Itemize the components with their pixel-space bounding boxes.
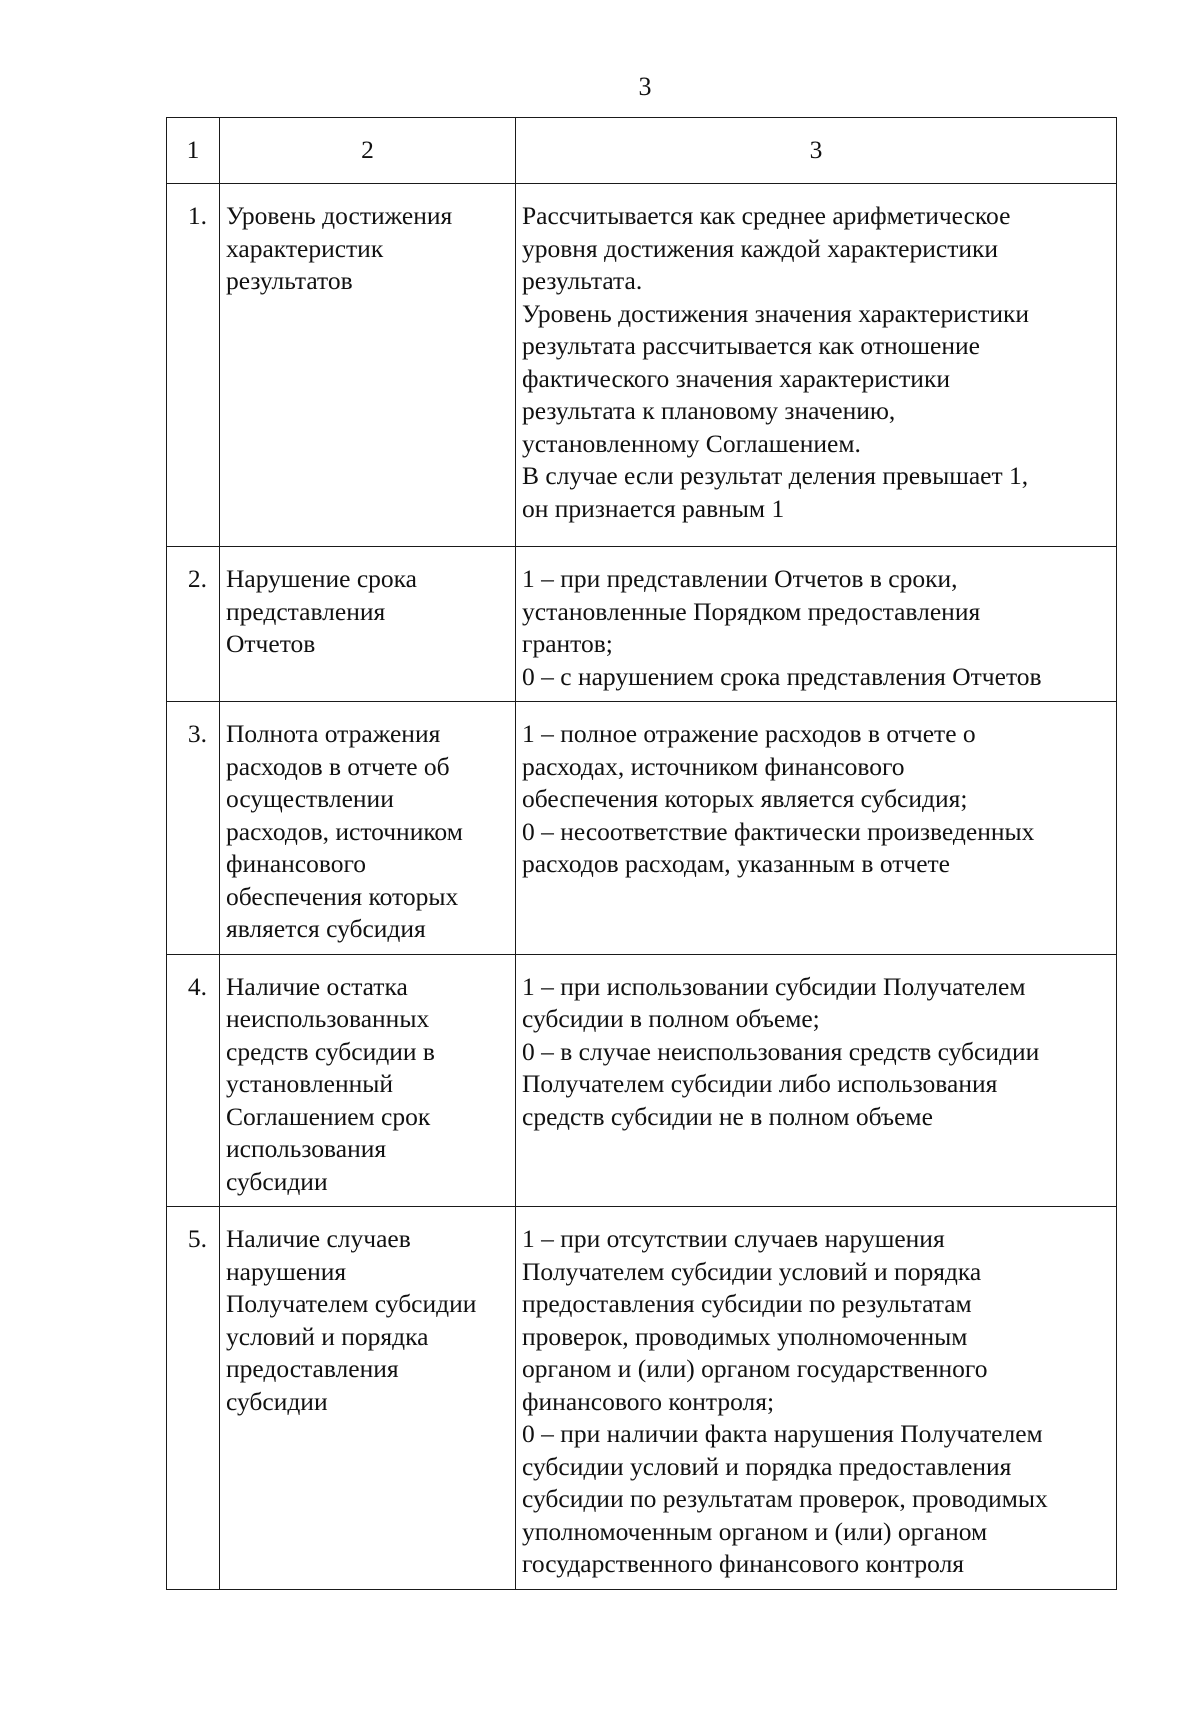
criterion-name-line: средств субсидии в <box>226 1036 435 1066</box>
criterion-description-line: органом и (или) органом государственного <box>522 1354 988 1383</box>
criterion-description-line: 1 – полное отражение расходов в отчете о <box>522 719 976 748</box>
criterion-description-line: 1 – при представлении Отчетов в сроки, <box>522 564 958 593</box>
criterion-name-line: Уровень достижения <box>226 201 453 230</box>
criterion-description-line: проверок, проводимых уполномоченным <box>522 1321 968 1351</box>
criterion-description-line: грантов; <box>522 629 613 658</box>
criterion-description <box>516 1207 1117 1590</box>
criterion-description-line: средств субсидии не в полном объеме <box>522 1101 933 1131</box>
criterion-name-line: неиспользованных <box>226 1004 430 1033</box>
table-row <box>167 1207 1117 1590</box>
criterion-description-line: 0 – при наличии факта нарушения Получателем <box>522 1419 1043 1448</box>
row-number: 1. <box>167 184 220 547</box>
criterion-name-line: является субсидия <box>226 914 426 943</box>
criterion-name-line: расходов, источником <box>226 816 463 846</box>
criterion-description-line: результата. <box>522 266 643 295</box>
criterion-name-line: установленный <box>226 1069 394 1098</box>
criterion-description-line: Получателем субсидии условий и порядка <box>522 1256 982 1286</box>
criterion-description <box>516 954 1117 1207</box>
criterion-description-line: субсидии по результатам проверок, проводимых <box>522 1484 1048 1513</box>
criterion-name-line: расходов в отчете об <box>226 751 450 781</box>
criterion-description-line: В случае если результат деления превышает 1, <box>522 461 1029 490</box>
criterion-name <box>220 702 516 955</box>
column-header: 1 <box>167 118 220 184</box>
criterion-name-line: осуществлении <box>226 784 394 813</box>
table-header-row <box>167 118 1117 184</box>
criterion-name-line: Наличие остатка <box>226 971 408 1001</box>
criterion-name-line: условий и порядка <box>226 1321 429 1351</box>
criterion-description-line: государственного финансового контроля <box>522 1549 965 1578</box>
row-number: 3. <box>167 702 220 955</box>
criterion-name-line: Получателем субсидии <box>226 1289 477 1318</box>
criterion-name-line: Полнота отражения <box>226 719 441 748</box>
row-number: 2. <box>167 547 220 702</box>
criterion-description-line: расходах, источником финансового <box>522 751 905 781</box>
table-row <box>167 184 1117 547</box>
criterion-description-line: Рассчитывается как среднее арифметическое <box>522 201 1011 230</box>
criterion-name-line: обеспечения которых <box>226 881 459 911</box>
criterion-description-line: установленному Соглашением. <box>522 428 861 458</box>
criterion-name-line: предоставления <box>226 1354 399 1383</box>
page-number: 3 <box>638 72 652 101</box>
criterion-description-line: уровня достижения каждой характеристики <box>522 233 999 263</box>
criterion-description-line: 0 – несоответствие фактически произведенных <box>522 816 1035 846</box>
criterion-name-line: характеристик <box>226 233 384 263</box>
criterion-description-line: уполномоченным органом и (или) органом <box>522 1516 988 1546</box>
criterion-description-line: 0 – с нарушением срока представления Отчетов <box>522 661 1042 691</box>
criterion-name-line: Соглашением срок <box>226 1101 431 1131</box>
criterion-description-line: результата к плановому значению, <box>522 396 896 425</box>
criterion-name-line: субсидии <box>226 1166 328 1196</box>
criterion-name-line: Отчетов <box>226 629 316 658</box>
criterion-description-line: установленные Порядком предоставления <box>522 596 981 626</box>
criterion-name-line: Наличие случаев <box>226 1224 411 1253</box>
criterion-description-line: 0 – в случае неиспользования средств субсидии <box>522 1036 1040 1066</box>
criterion-description-line: субсидии в полном объеме; <box>522 1004 820 1033</box>
criterion-name <box>220 547 516 702</box>
row-number: 4. <box>167 954 220 1207</box>
criterion-description <box>516 184 1117 547</box>
criterion-name <box>220 184 516 547</box>
criterion-name-line: использования <box>226 1134 387 1163</box>
table-row <box>167 954 1117 1207</box>
criterion-description-line: 1 – при использовании субсидии Получателем <box>522 971 1026 1001</box>
criterion-description-line: 1 – при отсутствии случаев нарушения <box>522 1224 945 1253</box>
criterion-description-line: Уровень достижения значения характеристики <box>522 298 1030 328</box>
criterion-description-line: финансового контроля; <box>522 1386 775 1416</box>
table-row <box>167 547 1117 702</box>
criterion-description-line: предоставления субсидии по результатам <box>522 1289 972 1318</box>
criterion-name-line: нарушения <box>226 1256 347 1286</box>
criterion-description <box>516 547 1117 702</box>
table-row <box>167 702 1117 955</box>
criterion-description-line: расходов расходам, указанным в отчете <box>522 849 950 878</box>
criterion-name-line: финансового <box>226 849 367 878</box>
criterion-description-line: субсидии условий и порядка предоставления <box>522 1451 1012 1481</box>
column-header: 2 <box>220 118 516 184</box>
criterion-description-line: обеспечения которых является субсидия; <box>522 784 968 813</box>
criteria-table <box>166 117 1117 1590</box>
criterion-name-line: субсидии <box>226 1386 328 1416</box>
row-number: 5. <box>167 1207 220 1590</box>
criterion-description-line: фактического значения характеристики <box>522 363 950 393</box>
criterion-name-line: Нарушение срока <box>226 564 417 593</box>
criterion-name-line: представления <box>226 596 386 626</box>
criterion-description-line: результата рассчитывается как отношение <box>522 331 980 360</box>
criterion-description-line: Получателем субсидии либо использования <box>522 1069 998 1098</box>
criterion-name <box>220 954 516 1207</box>
criterion-name <box>220 1207 516 1590</box>
criterion-description-line: он признается равным 1 <box>522 493 785 523</box>
criterion-description <box>516 702 1117 955</box>
column-header: 3 <box>516 118 1117 184</box>
criterion-name-line: результатов <box>226 266 353 295</box>
